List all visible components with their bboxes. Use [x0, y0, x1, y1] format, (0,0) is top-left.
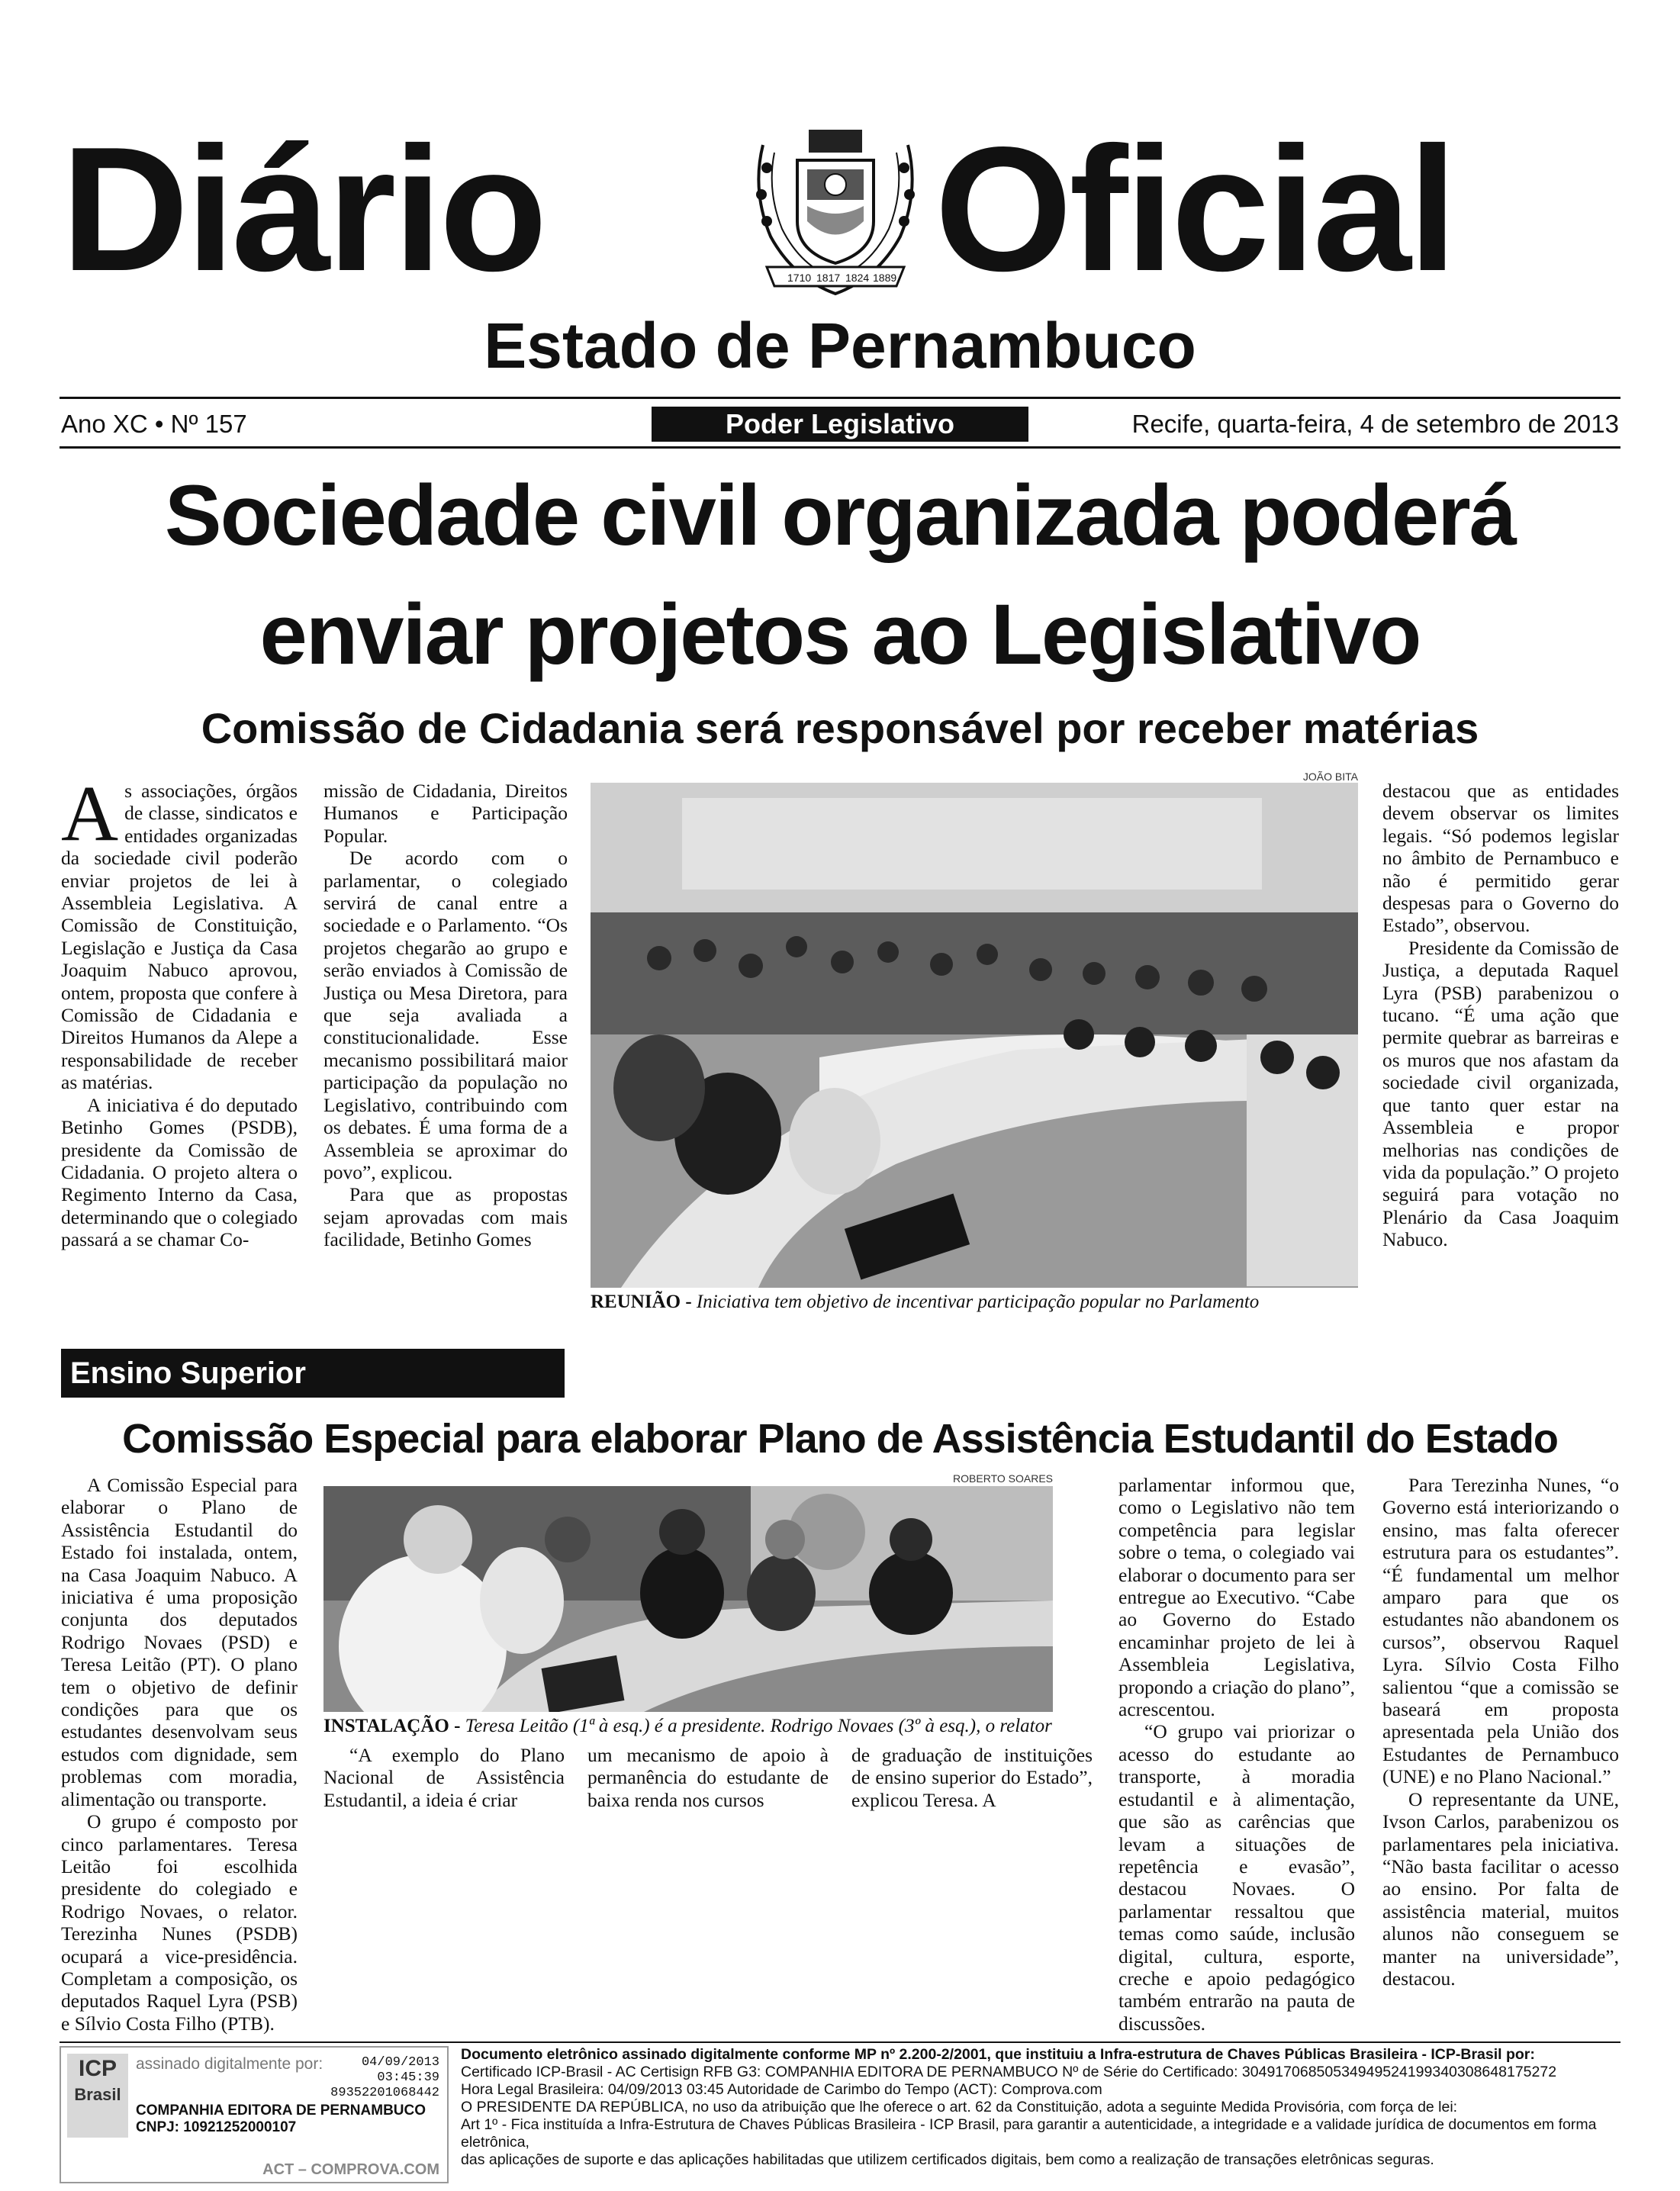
lead-subhead: Comissão de Cidadania será responsável por receber matérias: [201, 704, 1479, 752]
second-col4-p1: de graduação de instituições de ensino superior do Estado”, explicou Teresa. A: [851, 1744, 1093, 1811]
second-photo-caption: [323, 1715, 1056, 1738]
lead-caption-label: REUNIÃO -: [591, 1292, 697, 1312]
lead-col3-p1: destacou que as entidades devem observar os limites legais. “Só podemos legislar no âmbito de Pernambuco e não é permitido gerar despesas para o Governo do Estado”, observou.: [1382, 780, 1619, 937]
sig-code: 89352201068442: [330, 2086, 439, 2100]
footer-line-1: Documento eletrônico assinado digitalmente conforme MP nº 2.200-2/2001, que instituiu a Infra-estrutura de Chaves Públicas Brasileira - ICP-Brasil por:: [461, 2046, 1535, 2063]
second-headline: Comissão Especial para elaborar Plano de Assistência Estudantil do Estado: [122, 1416, 1558, 1462]
masthead-subtitle: Estado de Pernambuco: [484, 310, 1196, 381]
sig-time: 03:45:39: [377, 2070, 439, 2085]
icp-brasil-logo: [67, 2054, 128, 2138]
lead-photo-credit: JOÃO BITA: [1302, 771, 1358, 783]
lead-col1-p1: s associações, órgãos de classe, sindicatos e entidades organizadas da sociedade civil poderão enviar projetos de lei à Assembleia Legislativa. A Comissão de Constituição, Legislação e Justiça da Casa Joaquim Nabuco aprovou, ontem, proposta que confere à Comissão de Cidadania e Direitos Humanos da Alepe a responsabilidade de receber as matérias.: [61, 780, 298, 1094]
icp-logo-text-1: ICP: [78, 2056, 117, 2081]
lead-col3-p2: Presidente da Comissão de Justiça, a deputada Raquel Lyra (PSB) parabenizou o tucano. “É uma ação que permite quebrar as barreiras e os muros que nos afastam da sociedade civil organizada, que tanto quer estar na Assembleia e propor melhorias nas condições de vida da população.” O projeto seguirá para votação no Plenário da Casa Joaquim Nabuco.: [1382, 936, 1619, 1251]
seal-year-2: 1817: [816, 272, 841, 284]
footer-line-5: Art 1º - Fica instituída a Infra-Estrutura de Chaves Públicas Brasileira - ICP Brasil, para garantir a autenticidade, a integridade e a validade jurídica de documentos em forma eletrônica,: [461, 2116, 1597, 2151]
second-column-5: [1118, 1474, 1355, 2035]
footer-line-4: O PRESIDENTE DA REPÚBLICA, no uso da atribuição que lhe oferece o art. 62 da Constituição, adota a seguinte Medida Provisória, com força de lei:: [461, 2099, 1458, 2115]
section-tag-ensino-superior: Ensino Superior: [61, 1349, 565, 1398]
sig-date: 04/09/2013: [361, 2055, 439, 2070]
footer-text: [461, 2046, 1620, 2169]
lead-col1-p2: A iniciativa é do deputado Betinho Gomes (PSDB), presidente da Comissão de Cidadania. O projeto altera o Regimento Interno da Casa, determinando que o colegiado passará a se chamar Co-: [61, 1093, 298, 1251]
signed-by-label: assinado digitalmente por:: [136, 2055, 323, 2073]
second-column-3: [587, 1744, 829, 1811]
lead-caption-text: Iniciativa tem objetivo de incentivar participação popular no Parlamento: [696, 1292, 1260, 1312]
digital-signature-box: [60, 2046, 449, 2183]
seal-year-1: 1710: [787, 272, 812, 284]
lead-col2-p3: Para que as propostas sejam aprovadas com mais facilidade, Betinho Gomes: [323, 1183, 568, 1251]
footer-rule: [60, 2041, 1620, 2043]
masthead-rule-top: [60, 397, 1620, 399]
sig-cnpj: CNPJ: 10921252000107: [136, 2119, 297, 2135]
lead-col2-p1: missão de Cidadania, Direitos Humanos e Participação Popular.: [323, 780, 568, 847]
icp-logo-text-2: Brasil: [74, 2085, 121, 2104]
lead-headline-line2: enviar projetos ao Legislativo: [259, 587, 1421, 682]
edition-number: Ano XC • Nº 157: [61, 410, 247, 438]
footer-line-2: Certificado ICP-Brasil - AC Certisign RFB G3: COMPANHIA EDITORA DE PERNAMBUCO Nº de Série do Certificado: 30491706850534949524199340308648175272: [461, 2064, 1557, 2080]
lead-col2-p2: De acordo com o parlamentar, o colegiado servirá de canal entre a sociedade e o Parlamento. “Os projetos chegarão ao grupo e serão enviados à Comissão de Justiça ou Mesa Diretora, para que seja avaliada a constitucionalidade. Esse mecanismo possibilitará maior participação da população no Legislativo, contribuindo com os debates. É uma forma de a Assembleia se aproximar do povo”, explicou.: [323, 847, 568, 1183]
lead-photo-caption: [591, 1291, 1361, 1314]
lead-column-2: [323, 780, 568, 1251]
lead-column-1: [61, 770, 298, 1251]
sig-act: ACT – COMPROVA.COM: [262, 2161, 439, 2178]
second-col1-p1: A Comissão Especial para elaborar o Plano de Assistência Estudantil do Estado foi instalada, ontem, na Casa Joaquim Nabuco. A iniciativa é uma proposição conjunta dos deputados Rodrigo Novaes (PSD) e Teresa Leitão (PT). O plano tem o objetivo de definir condições para que os estudantes desenvolvam seus estudos com dignidade, sem problemas com moradia, alimentação ou transporte.: [61, 1474, 298, 1810]
seal-year-3: 1824: [845, 272, 870, 284]
second-photo-credit: ROBERTO SOARES: [953, 1472, 1053, 1485]
second-column-2: [323, 1744, 565, 1811]
second-column-4: [851, 1744, 1093, 1811]
second-caption-text: Teresa Leitão (1ª à esq.) é a presidente. Rodrigo Novaes (3º à esq.), o relator: [465, 1716, 1052, 1736]
coat-of-arms-seal: [740, 122, 931, 305]
seal-year-4: 1889: [873, 272, 897, 284]
second-col2-p1: “A exemplo do Plano Nacional de Assistência Estudantil, a ideia é criar: [323, 1744, 565, 1811]
second-col5-p1: parlamentar informou que, como o Legislativo não tem competência para legislar sobre o tema, o colegiado vai elaborar o documento para ser entregue ao Executivo. “Cabe ao Governo do Estado encaminhar projeto de lei à Assembleia Legislativa, propondo a criação do plano”, acrescentou.: [1118, 1474, 1355, 1721]
dropcap: A: [61, 770, 119, 857]
sig-company: COMPANHIA EDITORA DE PERNAMBUCO: [136, 2103, 426, 2119]
masthead-title-right: Oficial: [935, 111, 1455, 308]
publication-date: Recife, quarta-feira, 4 de setembro de 2013: [1131, 410, 1619, 438]
second-column-1: [61, 1474, 298, 2035]
lead-headline-line1: Sociedade civil organizada poderá: [164, 468, 1516, 563]
lead-column-3: [1382, 780, 1619, 1251]
second-col1-p2: O grupo é composto por cinco parlamentares. Teresa Leitão foi escolhida presidente do colegiado e Rodrigo Novaes, o relator. Terezinha Nunes (PSDB) ocupará a vice-presidência. Completam a composição, os deputados Raquel Lyra (PSB) e Sílvio Costa Filho (PTB).: [61, 1810, 298, 2035]
footer-line-3: Hora Legal Brasileira: 04/09/2013 03:45 Autoridade de Carimbo do Tempo (ACT): Comprova.com: [461, 2081, 1102, 2098]
info-bar-rule: [60, 446, 1620, 449]
second-col6-p1: Para Terezinha Nunes, “o Governo está interiorizando o ensino, mas falta oferecer estrutura para os estudantes”. “É fundamental um melhor amparo para que os estudantes não abandonem os cursos”, observou Raquel Lyra. Sílvio Costa Filho salientou “que a comissão se baseará em proposta apresentada pela União dos Estudantes de Pernambuco (UNE) e no Plano Nacional.”: [1382, 1474, 1619, 1788]
second-column-6: [1382, 1474, 1619, 1990]
second-col3-p1: um mecanismo de apoio à permanência do estudante de baixa renda nos cursos: [587, 1744, 829, 1811]
second-photo-commission-installation: [323, 1486, 1053, 1712]
second-col6-p2: O representante da UNE, Ivson Carlos, parabenizou os parlamentares pela iniciativa. “Não basta facilitar o acesso ao ensino. Por falta de assistência material, muitos alunos não conseguem se manter na universidade”, destacou.: [1382, 1787, 1619, 1990]
second-col5-p2: “O grupo vai priorizar o acesso do estudante ao transporte, à moradia estudantil e à alimentação, que são as carências que levam a situações de repetência e evasão”, destacou Novaes. O parlamentar ressaltou que temas como saúde, inclusão digital, cultura, esporte, creche e apoio pedagógico também entrarão na pauta de discussões.: [1118, 1720, 1355, 2035]
masthead-title-left: Diário: [61, 111, 545, 308]
lead-photo-committee-meeting: [591, 783, 1358, 1288]
footer-line-6: das aplicações de suporte e das aplicações habilitadas que utilizem certificados digitais, bem como a realização de transações eletrônicas seguras.: [461, 2151, 1434, 2168]
section-banner: Poder Legislativo: [652, 407, 1028, 442]
second-caption-label: INSTALAÇÃO -: [323, 1716, 465, 1736]
